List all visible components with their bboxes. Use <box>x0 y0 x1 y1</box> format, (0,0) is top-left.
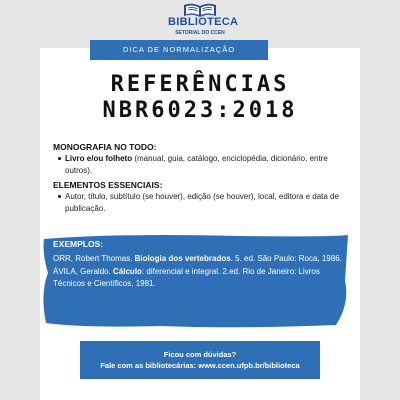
examples-heading: EXEMPLOS: <box>53 239 104 249</box>
monografia-bullet-text: (manual, guia, catálogo, enciclopédia, dicionário, entre outros). <box>65 154 328 175</box>
example-1-title: Biologia dos vertebrados <box>134 253 231 263</box>
example-1-rest: . 5. ed. São Paulo: Roca, 1986. <box>230 253 342 263</box>
page-title: REFERÊNCIAS <box>110 72 290 97</box>
page-subtitle: NBR6023:2018 <box>102 98 298 123</box>
example-2-rest: : diferencial e integral. 2.ed. Rio de Janeiro: Livros Técnicos e Científicos, 1981. <box>53 267 320 288</box>
elementos-heading: ELEMENTOS ESSENCIAIS: <box>53 180 163 190</box>
example-2-author: ÁVILA, Geraldo. <box>53 267 114 276</box>
example-2-title: Cálculo <box>113 267 142 276</box>
monografia-heading: MONOGRAFIA NO TODO: <box>53 142 157 152</box>
elementos-bullet: Autor, título, subtítulo (se houver), edição (se houver), local, editora e data de publicação. <box>53 191 353 214</box>
monografia-bullet <box>53 153 353 176</box>
elementos-section <box>53 180 353 214</box>
logo-title: BIBLIOTECA <box>168 16 239 28</box>
monografia-bullet-bold: Livro e/ou folheto <box>65 154 133 163</box>
examples-block <box>53 239 345 291</box>
footer-question: Ficou com dúvidas? <box>163 350 237 359</box>
example-1-author: ORR, Robert Thomas. <box>53 253 135 263</box>
contact-footer <box>80 341 320 379</box>
footer-contact: Fale com as bibliotecárias: www.ccen.ufpb.br/biblioteca <box>100 361 300 370</box>
monografia-section <box>53 142 353 176</box>
logo-subtitle: SETORIAL DO CCEN <box>175 30 225 36</box>
example-1 <box>53 253 345 265</box>
tip-ribbon: DICA DE NORMALIZAÇÃO <box>90 40 268 60</box>
example-2 <box>53 266 345 289</box>
library-logo <box>168 2 239 42</box>
